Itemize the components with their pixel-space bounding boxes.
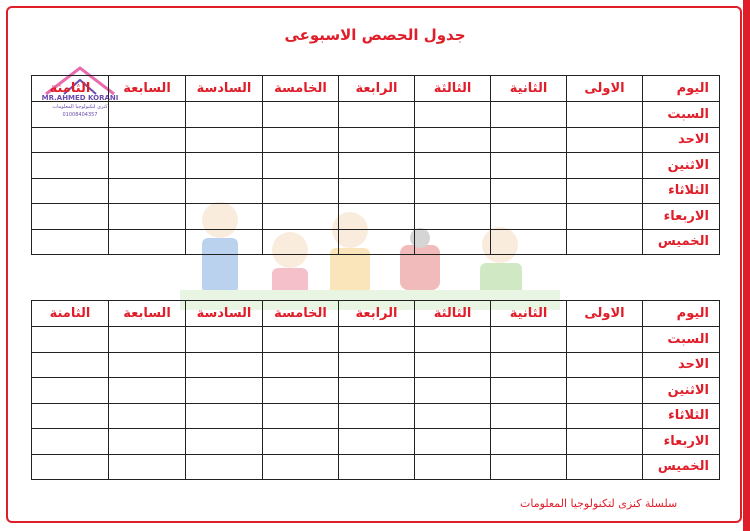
schedule-cell[interactable] [263,178,339,204]
schedule-cell[interactable] [186,454,263,480]
schedule-cell[interactable] [491,352,567,378]
schedule-cell[interactable] [109,127,186,153]
schedule-cell[interactable] [567,454,643,480]
schedule-cell[interactable] [109,454,186,480]
watermark-name: MR.AHMED KORANI [41,94,119,102]
header-period: السادسة [186,76,263,102]
schedule-cell[interactable] [567,403,643,429]
schedule-cell[interactable] [567,378,643,404]
schedule-cell[interactable] [263,204,339,230]
schedule-cell[interactable] [186,352,263,378]
schedule-cell[interactable] [109,378,186,404]
schedule-cell[interactable] [32,102,109,128]
schedule-cell[interactable] [567,204,643,230]
header-period: الرابعة [339,301,415,327]
schedule-cell[interactable] [415,178,491,204]
schedule-cell[interactable] [567,102,643,128]
header-period: الرابعة [339,76,415,102]
schedule-cell[interactable] [32,127,109,153]
page-title: جدول الحصص الاسبوعى [284,26,466,44]
schedule-cell[interactable] [109,102,186,128]
schedule-cell[interactable] [109,178,186,204]
schedule-cell[interactable] [491,229,567,255]
day-label: الاثنين [643,378,720,404]
schedule-cell[interactable] [339,352,415,378]
header-period: الثالثة [415,76,491,102]
schedule-cell[interactable] [339,327,415,353]
schedule-cell[interactable] [32,229,109,255]
header-period: الثالثة [415,301,491,327]
schedule-cell[interactable] [491,378,567,404]
header-period: الاولى [567,301,643,327]
schedule-cell[interactable] [415,204,491,230]
schedule-cell[interactable] [263,102,339,128]
header-day: اليوم [643,301,720,327]
schedule-cell[interactable] [32,204,109,230]
schedule-cell[interactable] [491,127,567,153]
day-label: الاحد [643,352,720,378]
schedule-cell[interactable] [567,352,643,378]
schedule-cell[interactable] [109,352,186,378]
schedule-cell[interactable] [339,454,415,480]
schedule-cell[interactable] [415,454,491,480]
schedule-cell[interactable] [32,429,109,455]
table-row [32,153,720,179]
header-period: الثانية [491,301,567,327]
schedule-cell[interactable] [339,429,415,455]
schedule-cell[interactable] [263,378,339,404]
schedule-cell[interactable] [263,454,339,480]
schedule-cell[interactable] [32,403,109,429]
schedule-cell[interactable] [415,127,491,153]
day-label: الاربعاء [643,204,720,230]
schedule-cell[interactable] [415,378,491,404]
table-header-row [32,301,720,327]
schedule-cell[interactable] [339,127,415,153]
schedule-cell[interactable] [186,153,263,179]
schedule-cell[interactable] [415,429,491,455]
schedule-cell[interactable] [32,378,109,404]
schedule-cell[interactable] [567,153,643,179]
watermark-subtitle: كنزى لتكنولوجيا المعلومات [52,104,108,110]
schedule-cell[interactable] [491,429,567,455]
schedule-cell[interactable] [186,178,263,204]
schedule-cell[interactable] [263,327,339,353]
table-row [32,429,720,455]
header-period: الثانية [491,76,567,102]
table-header-row [32,76,720,102]
schedule-cell[interactable] [415,153,491,179]
schedule-cell[interactable] [339,102,415,128]
schedule-cell[interactable] [339,403,415,429]
schedule-cell[interactable] [415,352,491,378]
schedule-cell[interactable] [567,429,643,455]
schedule-cell[interactable] [263,229,339,255]
schedule-cell[interactable] [109,229,186,255]
schedule-cell[interactable] [109,204,186,230]
timetable-2 [31,300,720,480]
schedule-cell[interactable] [567,178,643,204]
schedule-cell[interactable] [415,229,491,255]
day-label: الخميس [643,229,720,255]
footer-series-name: سلسلة كنزى لتكنولوجيا المعلومات [520,497,678,510]
schedule-cell[interactable] [491,204,567,230]
table-row [32,204,720,230]
schedule-cell[interactable] [109,327,186,353]
watermark-phone: 01008404357 [62,112,98,118]
schedule-cell[interactable] [186,327,263,353]
table-row [32,327,720,353]
table-row [32,378,720,404]
schedule-cell[interactable] [109,403,186,429]
timetable-1 [31,75,720,255]
schedule-cell[interactable] [32,153,109,179]
day-label: الاربعاء [643,429,720,455]
day-label: الاثنين [643,153,720,179]
schedule-cell[interactable] [491,403,567,429]
schedule-cell[interactable] [415,327,491,353]
schedule-cell[interactable] [32,327,109,353]
schedule-cell[interactable] [32,454,109,480]
header-period: السادسة [186,301,263,327]
table-row [32,102,720,128]
day-label: الاحد [643,127,720,153]
schedule-cell[interactable] [491,454,567,480]
header-day: اليوم [643,76,720,102]
schedule-cell[interactable] [415,102,491,128]
day-label: الثلاثاء [643,178,720,204]
schedule-cell[interactable] [186,429,263,455]
table-row [32,178,720,204]
header-period: السابعة [109,76,186,102]
schedule-cell[interactable] [415,403,491,429]
schedule-cell[interactable] [32,178,109,204]
header-period: الخامسة [263,301,339,327]
schedule-cell[interactable] [109,153,186,179]
schedule-cell[interactable] [567,127,643,153]
schedule-cell[interactable] [263,429,339,455]
day-label: الخميس [643,454,720,480]
schedule-cell[interactable] [186,403,263,429]
table-row [32,229,720,255]
schedule-cell[interactable] [186,229,263,255]
schedule-cell[interactable] [263,403,339,429]
header-period: الثامنة [32,301,109,327]
schedule-cell[interactable] [491,153,567,179]
schedule-cell[interactable] [567,229,643,255]
header-period: الاولى [567,76,643,102]
table-row [32,403,720,429]
schedule-cell[interactable] [491,102,567,128]
table-row [32,352,720,378]
day-label: الثلاثاء [643,403,720,429]
schedule-cell[interactable] [186,204,263,230]
schedule-cell[interactable] [339,378,415,404]
schedule-cell[interactable] [339,178,415,204]
schedule-cell[interactable] [491,178,567,204]
page-edge-bar [743,0,750,531]
table-row [32,127,720,153]
day-label: السبت [643,327,720,353]
schedule-cell[interactable] [339,229,415,255]
schedule-cell[interactable] [32,352,109,378]
table-row [32,454,720,480]
day-label: السبت [643,102,720,128]
schedule-cell[interactable] [263,127,339,153]
header-period: الخامسة [263,76,339,102]
header-period: السابعة [109,301,186,327]
schedule-cell[interactable] [186,127,263,153]
schedule-cell[interactable] [263,352,339,378]
schedule-cell[interactable] [186,102,263,128]
schedule-cell[interactable] [567,327,643,353]
schedule-cell[interactable] [263,153,339,179]
header-period: الثامنة [32,76,109,102]
schedule-cell[interactable] [186,378,263,404]
schedule-cell[interactable] [109,429,186,455]
schedule-cell[interactable] [339,204,415,230]
schedule-cell[interactable] [491,327,567,353]
schedule-cell[interactable] [339,153,415,179]
